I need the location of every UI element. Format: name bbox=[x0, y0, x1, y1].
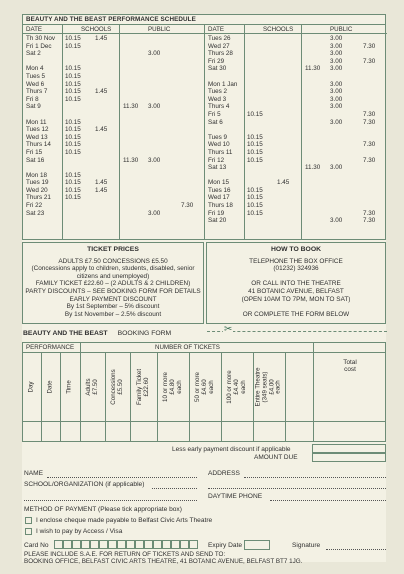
row-date: Thurs 4 bbox=[208, 103, 230, 111]
schedule-row bbox=[205, 126, 387, 134]
card-digit-box[interactable] bbox=[189, 540, 198, 549]
schools-header: SCHOOLS bbox=[263, 26, 294, 33]
entry-family-cell[interactable] bbox=[130, 422, 157, 442]
schedule-row bbox=[205, 217, 387, 225]
row-school-am: 10.15 bbox=[247, 156, 263, 164]
school-label: SCHOOL/ORGANIZATION (if applicable) bbox=[24, 481, 145, 488]
card-checkbox[interactable] bbox=[25, 528, 32, 535]
performance-schedule bbox=[22, 14, 386, 240]
footer-line-2: BOOKING OFFICE, BELFAST CIVIC ARTS THEATRE, 41 BOTANIC AVENUE, BELFAST BT7 1JG. bbox=[24, 558, 303, 565]
row-school-am: 10.15 bbox=[65, 171, 81, 179]
schedule-row bbox=[205, 43, 387, 51]
row-date: Fri 22 bbox=[26, 202, 43, 210]
row-date: Fri 12 bbox=[208, 156, 225, 164]
booking-grid bbox=[22, 342, 386, 442]
scissors-icon: ✂ bbox=[224, 324, 233, 335]
entry-theatre-cell[interactable] bbox=[253, 422, 285, 442]
schedule-row bbox=[23, 202, 204, 210]
row-date: Th 30 Nov bbox=[26, 35, 56, 42]
row-school-am: 10.15 bbox=[65, 194, 81, 202]
row-date: Mon 11 bbox=[26, 118, 47, 126]
howto-line: (OPEN 10AM TO 7PM, MON TO SAT) bbox=[241, 295, 351, 303]
price-line: By 1st November – 2.5% discount bbox=[64, 310, 162, 318]
card-digit-box[interactable] bbox=[162, 540, 171, 549]
row-date: Wed 13 bbox=[26, 133, 48, 141]
school-field-line-2[interactable] bbox=[24, 500, 197, 501]
row-public-pm: 3.00 bbox=[330, 35, 343, 42]
form-show-title: BEAUTY AND THE BEAST bbox=[23, 330, 108, 337]
row-school-am: 10.15 bbox=[65, 88, 81, 96]
row-school-am: 10.15 bbox=[247, 186, 263, 194]
expiry-field[interactable] bbox=[244, 540, 270, 550]
col-concessions: Concessions £5.50 bbox=[109, 369, 124, 405]
ticket-prices-title: TICKET PRICES bbox=[87, 246, 139, 253]
col-100-or-more: 100 or more £4.40 each bbox=[225, 370, 247, 404]
schedule-header bbox=[23, 25, 204, 34]
row-public-eve: 7.30 bbox=[363, 118, 376, 126]
schedule-row bbox=[205, 149, 387, 157]
name-label: NAME bbox=[24, 470, 44, 477]
performance-header: PERFORMANCE bbox=[26, 344, 75, 351]
price-line: (Concessions apply to children, students, disabled, senior bbox=[31, 265, 195, 273]
row-public-pm: 3.00 bbox=[330, 65, 343, 73]
row-date: Fri 29 bbox=[208, 57, 225, 65]
howto-line: (01232) 324936 bbox=[273, 265, 319, 273]
name-field[interactable] bbox=[47, 477, 197, 478]
daytime-phone-field[interactable] bbox=[270, 500, 386, 501]
card-digit-box[interactable] bbox=[144, 540, 153, 549]
entry-100-cell[interactable] bbox=[221, 422, 253, 442]
row-public-pm: 3.00 bbox=[330, 57, 343, 65]
row-date: Wed 3 bbox=[208, 95, 227, 103]
row-date: Wed 17 bbox=[208, 194, 230, 202]
discount-field[interactable] bbox=[312, 444, 386, 453]
row-public-am: 11.30 bbox=[305, 164, 321, 172]
schedule-rows-right bbox=[205, 35, 387, 225]
signature-field[interactable] bbox=[326, 549, 386, 550]
row-public-eve: 7.30 bbox=[363, 217, 376, 225]
howto-line: TELEPHONE THE BOX OFFICE bbox=[249, 257, 343, 265]
row-date: Wed 20 bbox=[26, 186, 48, 194]
schedule-row bbox=[23, 179, 204, 187]
row-school-pm: 1.45 bbox=[95, 186, 108, 194]
row-school-am: 10.15 bbox=[65, 133, 81, 141]
row-school-pm: 1.45 bbox=[95, 35, 108, 42]
row-school-am: 10.15 bbox=[65, 80, 81, 88]
schedule-row bbox=[23, 164, 204, 172]
schedule-row bbox=[205, 179, 387, 187]
card-label: I wish to pay by Access / Visa bbox=[36, 528, 123, 535]
schedule-row bbox=[23, 157, 204, 165]
booking-form-title bbox=[23, 330, 171, 337]
row-school-am: 10.15 bbox=[65, 72, 81, 80]
schedule-row bbox=[205, 35, 387, 43]
col-10-or-more: 10 or more £4.80 each bbox=[161, 372, 183, 402]
row-date: Sat 30 bbox=[208, 65, 227, 73]
row-school-am: 10.15 bbox=[65, 95, 81, 103]
schedule-row bbox=[23, 88, 204, 96]
row-public-pm: 3.00 bbox=[330, 50, 343, 58]
schedule-row bbox=[205, 119, 387, 127]
row-public-pm: 3.00 bbox=[330, 88, 343, 96]
schedule-right-half bbox=[205, 25, 387, 239]
row-school-am: 10.15 bbox=[65, 141, 81, 149]
cut-line bbox=[207, 325, 387, 337]
row-public-pm: 3.00 bbox=[148, 50, 161, 58]
row-date: Mon 4 bbox=[26, 65, 44, 73]
row-public-pm: 3.00 bbox=[330, 80, 343, 88]
row-school-am: 10.15 bbox=[65, 42, 81, 50]
row-public-eve: 7.30 bbox=[363, 110, 376, 118]
row-date: Sat 23 bbox=[26, 209, 45, 217]
card-digit-box[interactable] bbox=[108, 540, 117, 549]
schedule-row bbox=[23, 187, 204, 195]
entry-time-cell[interactable] bbox=[60, 422, 80, 442]
amount-due-field[interactable] bbox=[312, 453, 386, 462]
row-public-am: 11.30 bbox=[305, 65, 321, 73]
card-digit-box[interactable] bbox=[63, 540, 72, 549]
row-date: Tues 2 bbox=[208, 88, 228, 96]
howto-line: OR COMPLETE THE FORM BELOW bbox=[242, 310, 350, 318]
row-public-eve: 7.30 bbox=[181, 202, 194, 210]
form-subtitle: BOOKING FORM bbox=[117, 330, 172, 337]
row-date: Sat 16 bbox=[26, 156, 45, 164]
row-school-am: 10.15 bbox=[247, 148, 263, 156]
row-school-am: 10.15 bbox=[247, 133, 263, 141]
schedule-row bbox=[23, 119, 204, 127]
row-date: Sat 6 bbox=[208, 118, 223, 126]
entry-date-cell[interactable] bbox=[41, 422, 60, 442]
row-public-pm: 3.00 bbox=[330, 95, 343, 103]
schedule-row bbox=[205, 73, 387, 81]
schedule-row bbox=[23, 149, 204, 157]
row-school-pm: 1.45 bbox=[277, 179, 290, 187]
flyer-page bbox=[22, 14, 386, 565]
card-digit-box[interactable] bbox=[90, 540, 99, 549]
row-date: Thurs 28 bbox=[208, 50, 233, 58]
date-header: DATE bbox=[208, 26, 225, 33]
schedule-title: BEAUTY AND THE BEAST PERFORMANCE SCHEDULE bbox=[23, 15, 385, 25]
col-day: Day bbox=[27, 381, 35, 393]
schedule-row bbox=[205, 210, 387, 218]
schedule-row bbox=[23, 58, 204, 66]
schedule-row bbox=[205, 65, 387, 73]
schedule-row bbox=[205, 141, 387, 149]
row-school-am: 10.15 bbox=[65, 148, 81, 156]
card-digit-box[interactable] bbox=[180, 540, 189, 549]
row-public-pm: 3.00 bbox=[148, 156, 161, 164]
row-school-pm: 1.45 bbox=[95, 126, 108, 134]
row-date: Sat 2 bbox=[26, 50, 41, 58]
footer-line-1: PLEASE INCLUDE S.A.E. FOR RETURN OF TICKETS AND SEND TO: bbox=[24, 551, 226, 558]
row-public-am: 11.30 bbox=[123, 156, 139, 164]
schedule-row bbox=[23, 134, 204, 142]
schedule-row bbox=[23, 126, 204, 134]
schedule-row bbox=[23, 73, 204, 81]
schedule-row bbox=[205, 96, 387, 104]
schedule-row bbox=[23, 172, 204, 180]
schedule-row bbox=[205, 187, 387, 195]
card-number-label: Card No bbox=[24, 542, 49, 549]
col-family: Family Ticket £22.60 bbox=[135, 368, 150, 406]
address-field-line-2[interactable] bbox=[208, 488, 386, 489]
row-date: Wed 10 bbox=[208, 141, 230, 149]
card-digit-box[interactable] bbox=[81, 540, 90, 549]
how-to-book-title: HOW TO BOOK bbox=[270, 246, 322, 253]
card-digit-box[interactable] bbox=[135, 540, 144, 549]
schedule-row bbox=[205, 202, 387, 210]
ticket-prices-box bbox=[22, 242, 204, 324]
row-date: Mon 18 bbox=[26, 171, 48, 179]
row-date: Mon 15 bbox=[208, 179, 230, 187]
card-digit-box[interactable] bbox=[54, 540, 63, 549]
signature-label: Signature bbox=[292, 542, 321, 549]
row-school-am: 10.15 bbox=[247, 194, 263, 202]
schedule-row bbox=[205, 88, 387, 96]
row-date: Fri 15 bbox=[26, 148, 43, 156]
row-date: Mon 1 Jan bbox=[208, 80, 238, 88]
card-digit-box[interactable] bbox=[117, 540, 126, 549]
schedule-header bbox=[205, 25, 387, 34]
early-discount-label: Less early payment discount if applicable bbox=[172, 446, 291, 453]
row-date: Sat 13 bbox=[208, 164, 227, 172]
row-school-am: 10.15 bbox=[65, 186, 81, 194]
schedule-row bbox=[205, 157, 387, 165]
row-date: Thurs 18 bbox=[208, 202, 233, 210]
col-adults: Adults £7.50 bbox=[84, 378, 99, 396]
row-date: Thurs 14 bbox=[26, 141, 51, 149]
row-school-pm: 1.45 bbox=[95, 88, 108, 96]
row-date: Thurs 21 bbox=[26, 194, 51, 202]
row-date: Tues 12 bbox=[26, 126, 49, 134]
schedule-row bbox=[23, 96, 204, 104]
row-public-pm: 3.00 bbox=[148, 103, 161, 111]
schools-header: SCHOOLS bbox=[81, 26, 112, 33]
row-school-am: 10.15 bbox=[247, 141, 263, 149]
schedule-row bbox=[23, 194, 204, 202]
number-of-tickets-header: NUMBER OF TICKETS bbox=[155, 344, 220, 351]
schedule-row bbox=[205, 103, 387, 111]
row-date: Thurs 7 bbox=[26, 88, 48, 96]
entry-total-cell[interactable] bbox=[313, 422, 386, 442]
card-digit-box[interactable] bbox=[72, 540, 81, 549]
entry-adults-cell[interactable] bbox=[80, 422, 105, 442]
card-number-boxes[interactable] bbox=[54, 540, 194, 550]
row-public-eve: 7.30 bbox=[363, 42, 376, 50]
row-date: Fri 1 Dec bbox=[26, 42, 52, 50]
payment-method-label: METHOD OF PAYMENT (Please tick appropriate box) bbox=[24, 506, 182, 513]
price-line: citizens and unemployed) bbox=[76, 272, 150, 280]
schedule-row bbox=[23, 103, 204, 111]
col-date: Date bbox=[46, 380, 54, 394]
entry-concessions-cell[interactable] bbox=[105, 422, 130, 442]
card-digit-box[interactable] bbox=[126, 540, 135, 549]
schedule-row bbox=[205, 81, 387, 89]
schedule-row bbox=[205, 134, 387, 142]
schedule-row bbox=[205, 111, 387, 119]
row-school-am: 10.15 bbox=[247, 202, 263, 210]
price-line: By 1st September – 5% discount bbox=[66, 303, 160, 311]
amount-due-label: AMOUNT DUE bbox=[254, 454, 298, 461]
col-entire-theatre: Entire Theatre (349 seats) £4.00 each bbox=[254, 367, 282, 407]
cheque-checkbox[interactable] bbox=[25, 517, 32, 524]
row-school-am: 10.15 bbox=[65, 65, 81, 73]
cheque-label: I enclose cheque made payable to Belfast Civic Arts Theatre bbox=[36, 517, 213, 524]
row-public-pm: 3.00 bbox=[330, 118, 343, 126]
price-line: PARTY DISCOUNTS – SEE BOOKING FORM FOR DETAILS bbox=[25, 287, 201, 295]
row-public-eve: 7.30 bbox=[363, 156, 376, 164]
row-school-am: 10.15 bbox=[247, 209, 263, 217]
col-time: Time bbox=[65, 380, 73, 394]
row-date: Tues 9 bbox=[208, 133, 228, 141]
row-school-pm: 1.45 bbox=[95, 179, 108, 187]
schedule-row bbox=[23, 81, 204, 89]
daytime-phone-label: DAYTIME PHONE bbox=[208, 493, 263, 500]
row-school-am: 10.15 bbox=[65, 126, 81, 134]
card-digit-box[interactable] bbox=[99, 540, 108, 549]
price-line: ADULTS £7.50 CONCESSIONS £5.50 bbox=[58, 257, 168, 265]
row-school-am: 10.15 bbox=[65, 35, 81, 42]
school-field[interactable] bbox=[152, 488, 197, 489]
date-header: DATE bbox=[26, 26, 43, 33]
schedule-row bbox=[205, 164, 387, 172]
row-date: Tues 26 bbox=[208, 35, 231, 42]
row-date: Sat 20 bbox=[208, 217, 227, 225]
schedule-row bbox=[205, 194, 387, 202]
address-field[interactable] bbox=[244, 477, 386, 478]
schedule-left-half bbox=[23, 25, 205, 239]
address-label: ADDRESS bbox=[208, 470, 240, 477]
schedule-row bbox=[23, 210, 204, 218]
howto-line: 41 BOTANIC AVENUE, BELFAST bbox=[248, 287, 344, 295]
public-header: PUBLIC bbox=[148, 26, 171, 33]
row-date: Wed 27 bbox=[208, 42, 230, 50]
price-line: FAMILY TICKET £22.60 – (2 ADULTS & 2 CHILDREN) bbox=[35, 280, 191, 288]
price-line: EARLY PAYMENT DISCOUNT bbox=[69, 295, 157, 303]
row-public-eve: 7.30 bbox=[363, 141, 376, 149]
row-public-eve: 7.30 bbox=[363, 209, 376, 217]
schedule-row bbox=[23, 111, 204, 119]
row-public-pm: 3.00 bbox=[330, 103, 343, 111]
row-public-pm: 3.00 bbox=[330, 164, 343, 172]
row-school-am: 10.15 bbox=[65, 179, 81, 187]
card-digit-box[interactable] bbox=[171, 540, 180, 549]
row-date: Fri 8 bbox=[26, 95, 39, 103]
entry-day-cell[interactable] bbox=[23, 422, 41, 442]
entry-50-cell[interactable] bbox=[189, 422, 221, 442]
row-public-pm: 3.00 bbox=[330, 42, 343, 50]
schedule-row bbox=[205, 50, 387, 58]
row-date: Fri 19 bbox=[208, 209, 225, 217]
schedule-rows-left bbox=[23, 35, 204, 217]
row-date: Fri 5 bbox=[208, 110, 221, 118]
row-date: Wed 6 bbox=[26, 80, 45, 88]
schedule-row bbox=[23, 50, 204, 58]
schedule-row bbox=[23, 141, 204, 149]
schedule-row bbox=[23, 35, 204, 43]
row-date: Tues 16 bbox=[208, 186, 231, 194]
row-school-am: 10.15 bbox=[247, 110, 263, 118]
schedule-row bbox=[23, 43, 204, 51]
row-date: Tues 19 bbox=[26, 179, 49, 187]
schedule-row bbox=[205, 172, 387, 180]
how-to-book-box bbox=[206, 242, 386, 324]
card-digit-box[interactable] bbox=[153, 540, 162, 549]
entry-10-cell[interactable] bbox=[157, 422, 189, 442]
public-header: PUBLIC bbox=[330, 26, 353, 33]
row-date: Sat 9 bbox=[26, 103, 41, 111]
expiry-label: Expiry Date bbox=[208, 542, 243, 549]
col-50-or-more: 50 or more £4.60 each bbox=[193, 372, 215, 402]
row-public-pm: 3.00 bbox=[330, 217, 343, 225]
schedule-row bbox=[23, 65, 204, 73]
row-public-eve: 7.30 bbox=[363, 57, 376, 65]
row-date: Thurs 11 bbox=[208, 148, 233, 156]
col-total-cost: Total cost bbox=[343, 359, 357, 374]
row-public-pm: 3.00 bbox=[148, 209, 161, 217]
schedule-row bbox=[205, 58, 387, 66]
row-public-am: 11.30 bbox=[123, 103, 139, 111]
row-date: Tues 5 bbox=[26, 72, 46, 80]
howto-line: OR CALL INTO THE THEATRE bbox=[251, 280, 341, 288]
row-school-am: 10.15 bbox=[65, 118, 81, 126]
